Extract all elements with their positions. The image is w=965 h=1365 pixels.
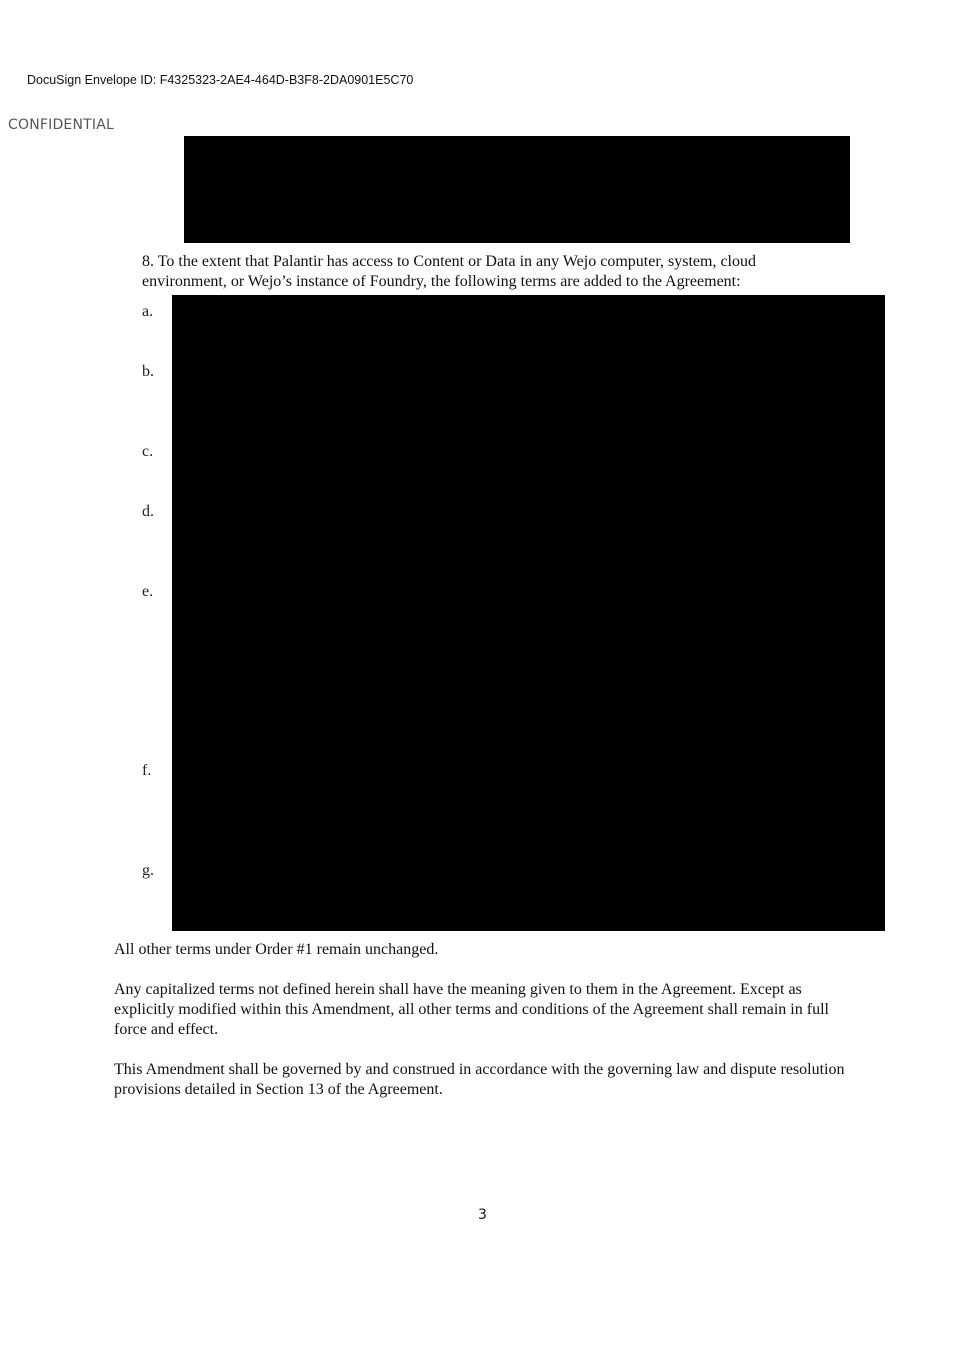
section-8-intro: 8. To the extent that Palantir has access to Content or Data in any Wejo computer, system, cloud environment, or Wejo’s instance of Foundry, the following terms are added to the Agreement: (142, 253, 756, 290)
list-item-letter-d: d. (142, 503, 154, 520)
paragraph-capitalized-terms: Any capitalized terms not defined herein shall have the meaning given to them in the Agreement. Except as explicitly modified within this Amendment, all other terms and conditions of the Agreement shall remain in full force and effect. (114, 981, 829, 1038)
paragraph-governing-law: This Amendment shall be governed by and construed in accordance with the governing law and dispute resolution provisions detailed in Section 13 of the Agreement. (114, 1061, 845, 1098)
list-item-letter-a: a. (142, 303, 154, 320)
page-number: 3 (478, 1207, 487, 1223)
docusign-envelope-id: DocuSign Envelope ID: F4325323-2AE4-464D-B3F8-2DA0901E5C70 (27, 73, 414, 87)
list-item-letter-b: b. (142, 363, 154, 380)
list-item-letter-e: e. (142, 583, 154, 600)
redaction-block-top (184, 136, 850, 243)
list-item-letter-f: f. (142, 762, 152, 779)
list-item-letter-c: c. (142, 443, 154, 460)
list-item-letter-g: g. (142, 862, 154, 879)
redaction-block-list (172, 295, 885, 931)
confidential-label: CONFIDENTIAL (8, 117, 115, 133)
paragraph-unchanged: All other terms under Order #1 remain unchanged. (114, 941, 439, 958)
